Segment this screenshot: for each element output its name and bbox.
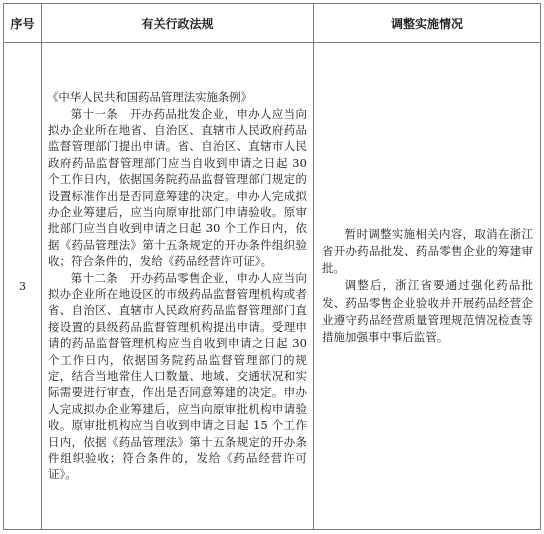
regulation-table [3,3,541,530]
law-article-11: 第十一条 开办药品批发企业，申办人应当向拟办企业所在地省、自治区、直辖市人民政府药品监督管理部门提出申请。省、自治区、直辖市人民政府药品监督管理部门应当自收到申请之日起 30 个工作日内，依据国务院药品监督管理部门规定的设置标准作出是否同意筹建的决定。申办人完成拟办企业筹建后，应当向原审批部门申请验收。原审批部门应当自收到申请之日起 30 个工作日内，依据《药品管理法》第十五条规定的开办条件组织验收；符合条件的，发给《药品经营许可证》。 [48,106,307,269]
adjustment-block [322,226,533,346]
header-law: 有关行政法规 [42,4,314,43]
table-row [4,43,541,530]
header-row [4,4,541,43]
law-cell [42,43,314,530]
law-title: 《中华人民共和国药品管理法实施条例》 [47,90,253,105]
adjustment-cell [314,43,541,530]
header-adjustment: 调整实施情况 [314,4,541,43]
law-article-12: 第十二条 开办药品零售企业，申办人应当向拟办企业所在地设区的市级药品监督管理机构或者省、自治区、直辖市人民政府药品监督管理部门直接设置的县级药品监督管理机构提出申请。受理申请的药品监督管理机构应当自收到申请之日起 30 个工作日内，依据国务院药品监督管理部门的规定，结合当地常住人口数量、地域、交通状况和实际需要进行审查，作出是否同意筹建的决定。申办人完成拟办企业筹建后，应当向原审批机构申请验收。原审批机构应当自收到申请之日起 15 个工作日内，依据《药品管理法》第十五条规定的开办条件组织验收；符合条件的，发给《药品经营许可证》。 [48,270,307,482]
adjustment-paragraph-1: 暂时调整实施相关内容，取消在浙江省开办药品批发、药品零售企业的筹建审批。 [322,226,533,276]
header-number: 序号 [4,4,42,43]
row-number: 3 [4,43,42,530]
adjustment-paragraph-2: 调整后，浙江省要通过强化药品批发、药品零售企业验收并开展药品经营企业遵守药品经营质量管理规范情况检查等措施加强事中事后监管。 [322,278,533,344]
